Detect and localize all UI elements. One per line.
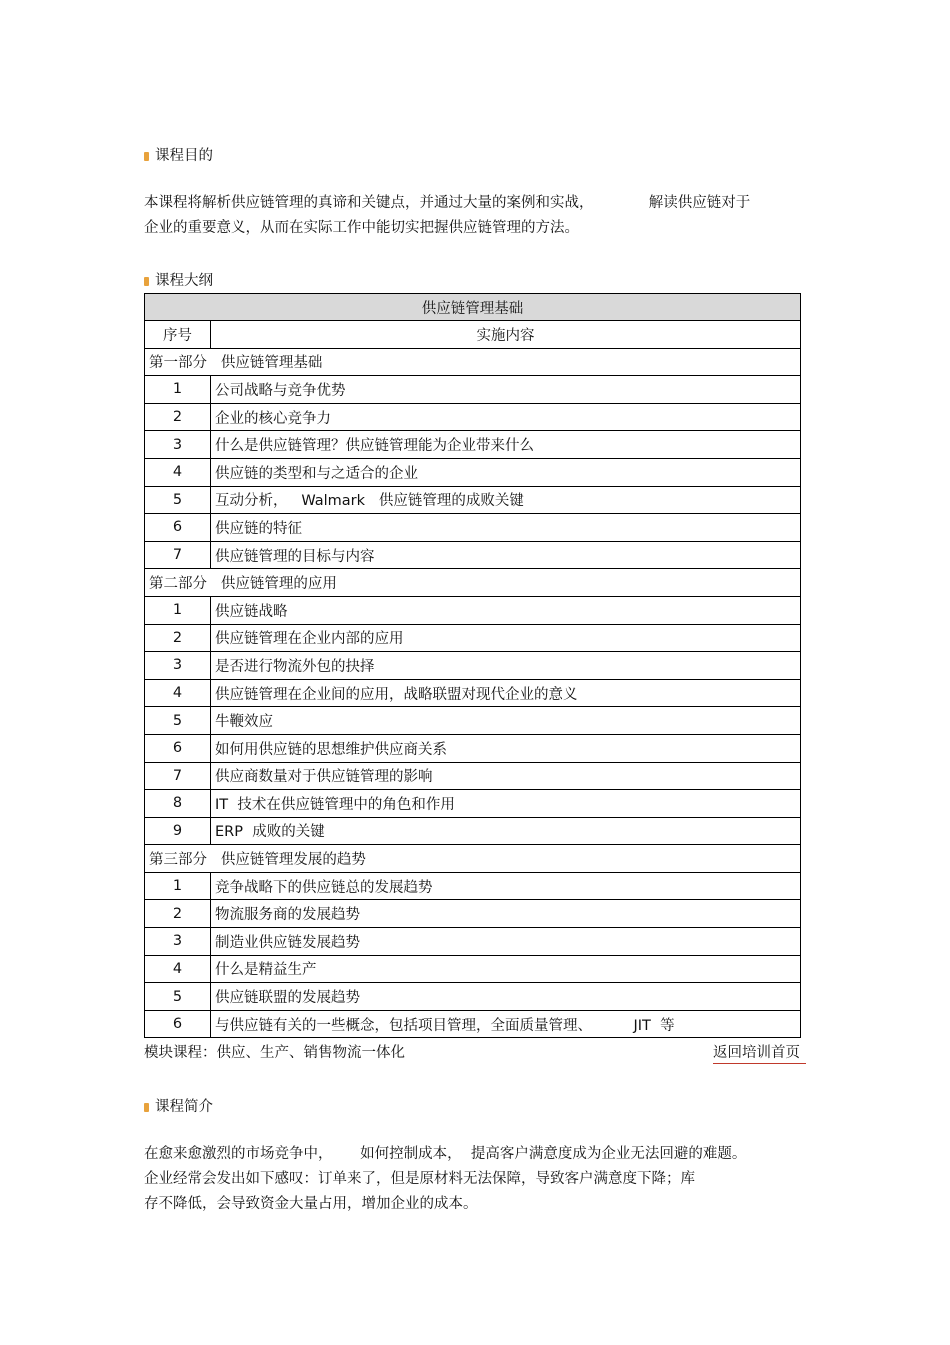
item-content: 是否进行物流外包的抉择 [211,652,801,680]
section-label: 第一部分 供应链管理基础 [145,348,801,376]
item-number: 3 [145,652,211,680]
item-number: 2 [145,624,211,652]
item-content: 供应链战略 [211,596,801,624]
item-number: 3 [145,431,211,459]
item-number: 6 [145,514,211,542]
table-row [145,872,801,900]
back-to-training-home-link[interactable]: 返回培训首页 [713,1041,806,1064]
item-number: 1 [145,596,211,624]
purpose-paragraph [144,191,750,241]
item-content: 供应链管理的目标与内容 [211,541,801,569]
table-row [145,955,801,983]
item-content: IT 技术在供应链管理中的角色和作用 [211,790,801,818]
table-row [145,514,801,542]
col-header-no: 序号 [145,321,211,349]
item-number: 8 [145,790,211,818]
table-row [145,707,801,735]
item-number: 4 [145,679,211,707]
item-number: 9 [145,817,211,845]
item-number: 2 [145,900,211,928]
table-row [145,403,801,431]
item-number: 5 [145,983,211,1011]
section-row [145,348,801,376]
item-number: 5 [145,707,211,735]
table-title-row [145,294,801,321]
item-number: 2 [145,403,211,431]
item-number: 7 [145,541,211,569]
table-row [145,900,801,928]
table-row [145,762,801,790]
table-row [145,817,801,845]
item-content: 公司战略与竞争优势 [211,376,801,404]
item-content: 供应链管理在企业间的应用，战略联盟对现代企业的意义 [211,679,801,707]
item-content: 物流服务商的发展趋势 [211,900,801,928]
item-content: 与供应链有关的一些概念，包括项目管理，全面质量管理、 JIT 等 [211,1010,801,1038]
outline-table [144,293,801,1038]
bullet-icon [144,1103,149,1112]
item-content: 供应链管理在企业内部的应用 [211,624,801,652]
module-course-text: 模块课程：供应、生产、销售物流一体化 [144,1045,405,1061]
intro-line-2: 企业经常会发出如下感叹：订单来了，但是原材料无法保障，导致客户满意度下降；库 [144,1171,695,1187]
outline-heading [144,269,213,290]
intro-heading-text: 课程简介 [155,1099,213,1115]
footer-row [144,1041,806,1063]
item-number: 5 [145,486,211,514]
item-number: 6 [145,734,211,762]
table-row [145,596,801,624]
item-number: 6 [145,1010,211,1038]
item-content: 制造业供应链发展趋势 [211,928,801,956]
table-title: 供应链管理基础 [145,294,801,321]
intro-line-1: 在愈来愈激烈的市场竞争中， 如何控制成本， 提高客户满意度成为企业无法回避的难题。 [144,1146,747,1162]
item-content: 企业的核心竞争力 [211,403,801,431]
table-row [145,983,801,1011]
purpose-line-2: 企业的重要意义，从而在实际工作中能切实把握供应链管理的方法。 [144,220,579,236]
item-content: 供应链的类型和与之适合的企业 [211,458,801,486]
item-number: 3 [145,928,211,956]
item-number: 1 [145,872,211,900]
purpose-heading [144,144,213,165]
item-content: 供应链的特征 [211,514,801,542]
table-row [145,1010,801,1038]
outline-heading-text: 课程大纲 [155,273,213,289]
table-row [145,679,801,707]
item-content: 如何用供应链的思想维护供应商关系 [211,734,801,762]
bullet-icon [144,152,149,161]
item-content: 牛鞭效应 [211,707,801,735]
section-row [145,569,801,597]
intro-heading [144,1095,213,1116]
table-row [145,486,801,514]
item-content: 竞争战略下的供应链总的发展趋势 [211,872,801,900]
item-content: ERP 成败的关键 [211,817,801,845]
section-row [145,845,801,873]
table-row [145,928,801,956]
table-row [145,541,801,569]
item-content: 什么是供应链管理？供应链管理能为企业带来什么 [211,431,801,459]
item-content: 什么是精益生产 [211,955,801,983]
table-row [145,734,801,762]
table-row [145,458,801,486]
item-content: 供应链联盟的发展趋势 [211,983,801,1011]
table-row [145,652,801,680]
section-label: 第二部分 供应链管理的应用 [145,569,801,597]
table-row [145,431,801,459]
item-number: 4 [145,458,211,486]
item-number: 1 [145,376,211,404]
table-row [145,790,801,818]
table-row [145,376,801,404]
col-header-content: 实施内容 [211,321,801,349]
bullet-icon [144,277,149,286]
purpose-heading-text: 课程目的 [155,148,213,164]
item-content: 供应商数量对于供应链管理的影响 [211,762,801,790]
item-number: 7 [145,762,211,790]
intro-line-3: 存不降低，会导致资金大量占用，增加企业的成本。 [144,1196,478,1212]
intro-paragraph [144,1142,746,1217]
item-content: 互动分析， Walmark 供应链管理的成败关键 [211,486,801,514]
table-header-row [145,321,801,349]
item-number: 4 [145,955,211,983]
purpose-line-1: 本课程将解析供应链管理的真谛和关键点，并通过大量的案例和实战， 解读供应链对于 [144,195,751,211]
table-row [145,624,801,652]
section-label: 第三部分 供应链管理发展的趋势 [145,845,801,873]
